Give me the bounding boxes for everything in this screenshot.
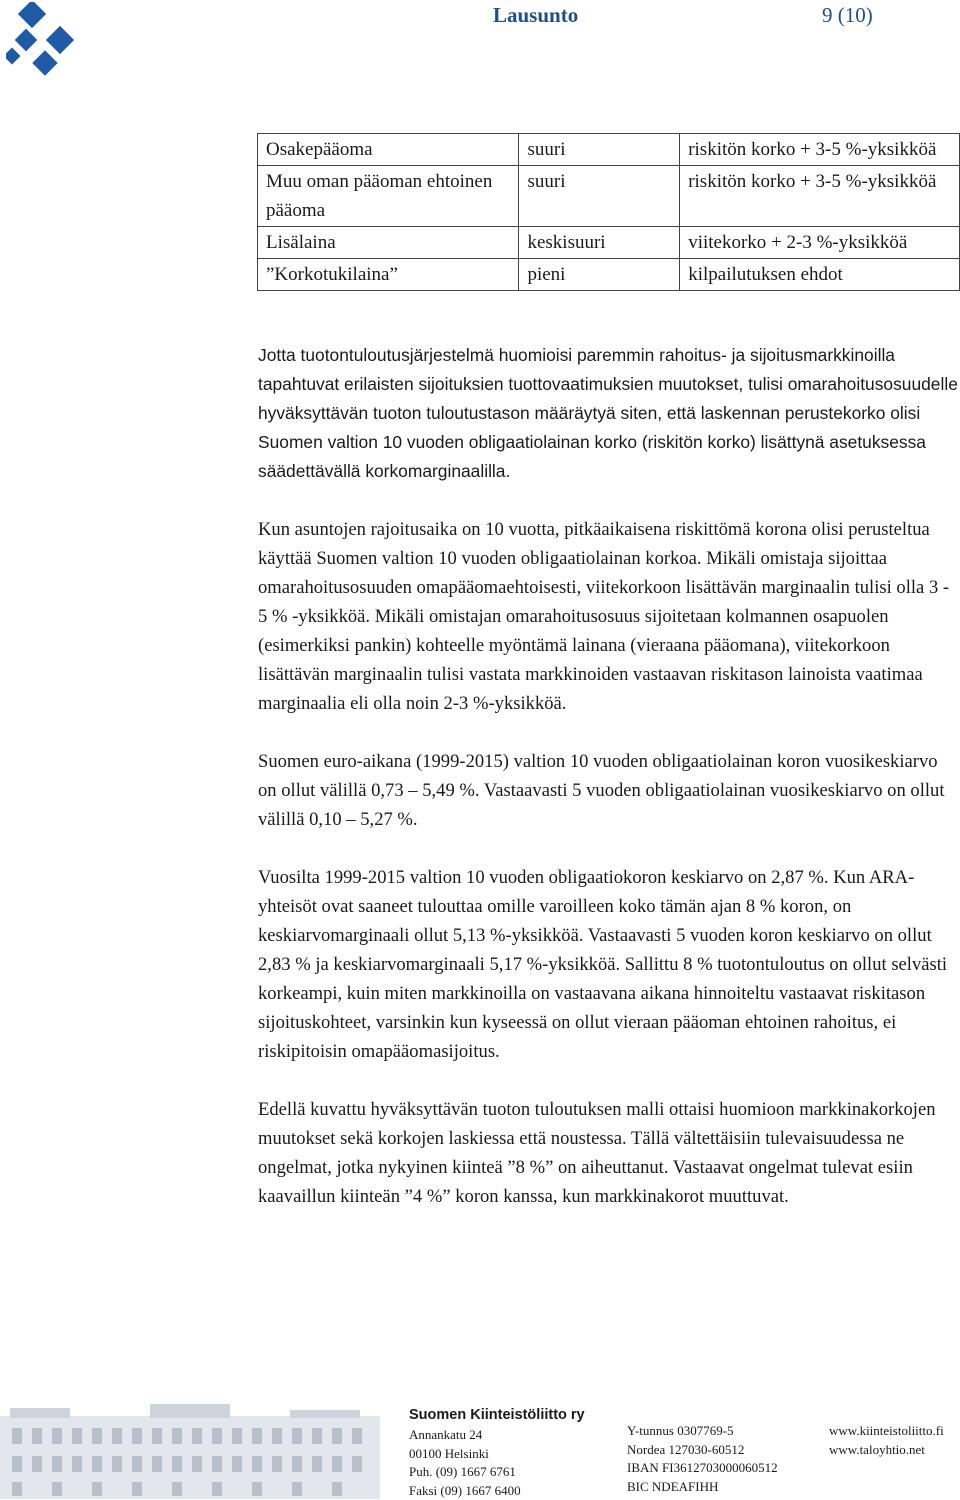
table-cell: keskisuuri [519, 227, 680, 259]
page-number: 9 (10) [822, 3, 873, 28]
paragraph: Vuosilta 1999-2015 valtion 10 vuoden obligaatiokoron keskiarvo on 2,87 %. Kun ARA-yhteisöt ovat saaneet tulouttaa omille varoilleen koko tämän ajan 8 % koron, on keskiarvomarginaali ollut 5,13 %-yksikköä. Vastaavasti 5 vuoden koron keskiarvo on ollut 2,83 % ja keskiarvomarginaali 5,17 %-yksikköä. Sallittu 8 % tuotontuloutus on ollut selvästi korkeampi, kuin miten markkinoilla on vastaavana aikana hinnoiteltu vastaavat riskitason sijoituskohteet, varsinkin kun kyseessä on ollut vieraan pääoman ehtoinen rahoitus, ei riskipitoisin omapääomasijoitus. [258, 863, 958, 1066]
footer-line: IBAN FI3612703000060512 [627, 1459, 778, 1478]
table-cell: Lisälaina [258, 227, 519, 259]
footer-line: Faksi (09) 1667 6400 [409, 1482, 585, 1500]
footer-line: BIC NDEAFIHH [627, 1478, 778, 1497]
paragraph: Kun asuntojen rajoitusaika on 10 vuotta, pitkäaikaisena riskittömä korona olisi perusteltua käyttää Suomen valtion 10 vuoden obligaatiolainan korkoa. Mikäli omistaja sijoittaa omarahoitusosuuden omapääomaehtoisesti, viitekorkoon lisättävän marginaalin tulisi olla 3 - 5 % -yksikköä. Mikäli omistajan omarahoitusosuus sijoitetaan kolmannen osapuolen (esimerkiksi pankin) kohteelle myöntämä lainana (vieraana pääomana), viitekorkoon lisättävän marginaalin tulisi vastata markkinoiden vastaavan riskitason lainoista vaatimaa marginaalia eli olla noin 2-3 %-yksikköä. [258, 515, 958, 718]
footer-bank-info [627, 1422, 778, 1496]
table-cell: kilpailutuksen ehdot [680, 259, 960, 291]
rates-table [257, 133, 960, 291]
table-cell: riskitön korko + 3-5 %-yksikköä [680, 134, 960, 166]
table-cell: Osakepääoma [258, 134, 519, 166]
paragraph: Suomen euro-aikana (1999-2015) valtion 10 vuoden obligaatiolainan koron vuosikeskiarvo on ollut välillä 0,73 – 5,49 %. Vastaavasti 5 vuoden obligaatiolainan vuosikeskiarvo on ollut välillä 0,10 – 5,27 %. [258, 747, 958, 834]
table-cell: Muu oman pääoman ehtoinen pääoma [258, 166, 519, 227]
table-row [258, 134, 960, 166]
kiinteistoliitto-logo-icon [6, 2, 86, 82]
footer-org-name: Suomen Kiinteistöliitto ry [409, 1404, 585, 1426]
table-row [258, 227, 960, 259]
paragraph: Jotta tuotontuloutusjärjestelmä huomioisi paremmin rahoitus- ja sijoitusmarkkinoilla tapahtuvat erilaisten sijoituksien tuottovaatimuksien muutokset, tulisi omarahoitusosuudelle hyväksyttävän tuoton tuloutustason määräytyä siten, että laskennan perustekorko olisi Suomen valtion 10 vuoden obligaatiolainan korko (riskitön korko) lisättynä asetuksessa säädettävällä korkomarginaalilla. [258, 341, 958, 486]
table-row [258, 259, 960, 291]
footer-web [829, 1422, 944, 1459]
footer-line: Annankatu 24 [409, 1426, 585, 1445]
footer-link-taloyhtio[interactable]: www.taloyhtio.net [829, 1441, 944, 1460]
building-facade-icon [0, 1398, 380, 1499]
footer-address [409, 1404, 585, 1500]
body-text [258, 341, 958, 1240]
footer-line: Nordea 127030-60512 [627, 1441, 778, 1460]
table-cell: ”Korkotukilaina” [258, 259, 519, 291]
footer-line: 00100 Helsinki [409, 1445, 585, 1464]
paragraph: Edellä kuvattu hyväksyttävän tuoton tuloutuksen malli ottaisi huomioon markkinakorkojen muutokset sekä korkojen laskiessa että noustessa. Tällä vältettäisiin tulevaisuudessa ne ongelmat, jotka nykyinen kiinteä ”8 %” on aiheuttanut. Vastaavat ongelmat tulevat esiin kaavaillun kiinteän ”4 %” koron kanssa, kun markkinakorot muuttuvat. [258, 1095, 958, 1211]
table-cell: suuri [519, 166, 680, 227]
table-row [258, 166, 960, 227]
table-cell: suuri [519, 134, 680, 166]
table-cell: riskitön korko + 3-5 %-yksikköä [680, 166, 960, 227]
table-cell: viitekorko + 2-3 %-yksikköä [680, 227, 960, 259]
footer-line: Y-tunnus 0307769-5 [627, 1422, 778, 1441]
footer-link-kiinteistoliitto[interactable]: www.kiinteistoliitto.fi [829, 1422, 944, 1441]
table-cell: pieni [519, 259, 680, 291]
footer-line: Puh. (09) 1667 6761 [409, 1463, 585, 1482]
document-title: Lausunto [493, 3, 578, 28]
